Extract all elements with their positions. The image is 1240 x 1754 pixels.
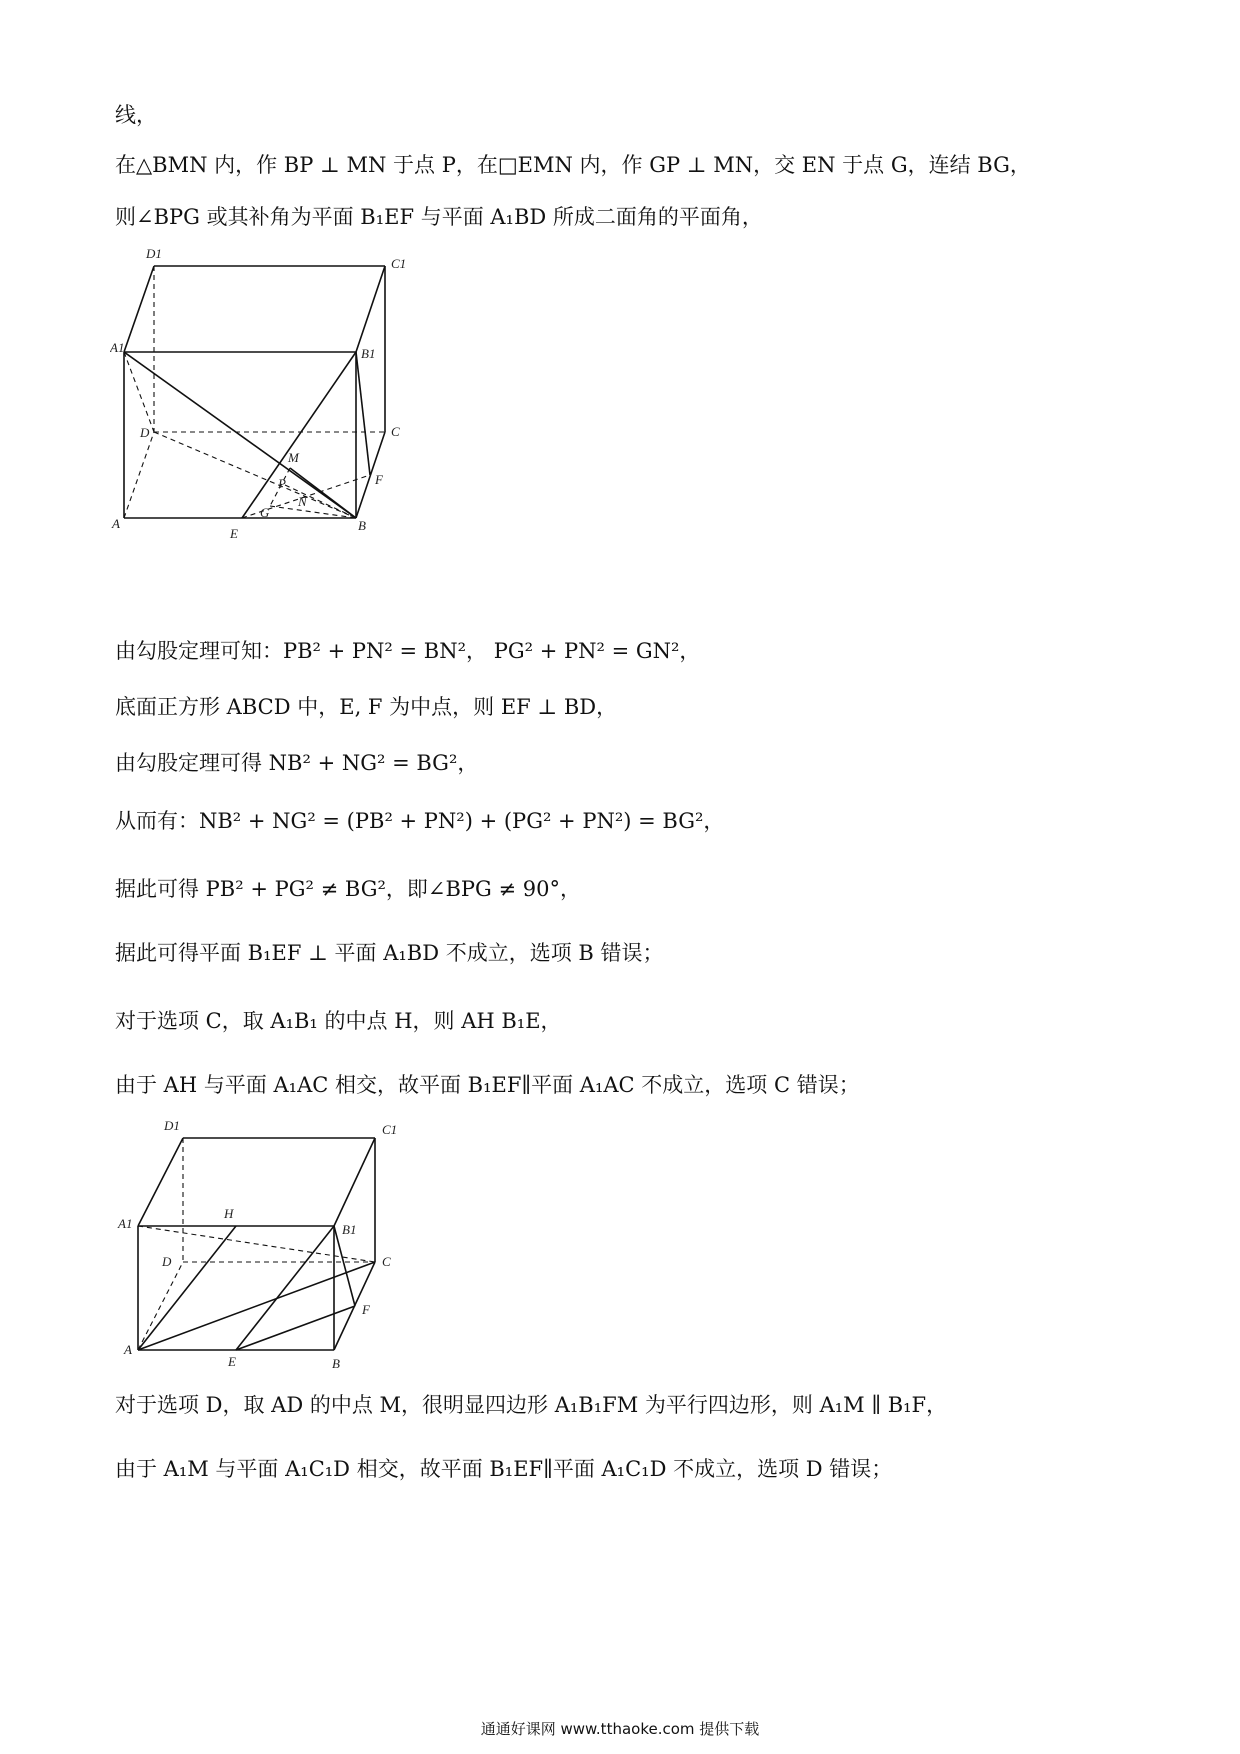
label-C1: C1 xyxy=(382,1122,398,1137)
label-B1: B1 xyxy=(361,346,376,361)
label-D1: D1 xyxy=(146,246,162,261)
label-C: C xyxy=(391,424,400,439)
figure-1-svg xyxy=(110,240,430,540)
text-line-3: 则∠BPG 或其补角为平面 B₁EF 与平面 A₁BD 所成二面角的平面角， xyxy=(115,205,763,229)
label-P: P xyxy=(278,476,286,491)
label-A1: A1 xyxy=(118,1216,133,1231)
text-line-13: 由于 A₁M 与平面 A₁C₁D 相交，故平面 B₁EF∥平面 A₁C₁D 不成立，选项 D 错误； xyxy=(115,1457,893,1481)
label-E: E xyxy=(228,1354,236,1368)
text-line-12: 对于选项 D，取 AD 的中点 M，很明显四边形 A₁B₁FM 为平行四边形，则 A₁M ∥ B₁F， xyxy=(115,1393,948,1417)
label-B: B xyxy=(358,518,366,533)
figure-1-prism xyxy=(110,240,430,540)
label-N: N xyxy=(298,494,307,509)
label-H: H xyxy=(224,1206,234,1221)
label-C: C xyxy=(382,1254,391,1269)
label-G: G xyxy=(260,505,270,520)
text-line-6: 由勾股定理可得 NB² + NG² = BG²， xyxy=(115,751,479,775)
label-A: A xyxy=(112,516,120,531)
label-B1: B1 xyxy=(342,1222,357,1237)
page-footer: 通通好课网 www.tthaoke.com 提供下载 xyxy=(480,1720,760,1738)
text-line-5: 底面正方形 ABCD 中，E, F 为中点，则 EF ⊥ BD， xyxy=(115,695,618,719)
label-C1: C1 xyxy=(391,256,407,271)
label-D: D xyxy=(162,1254,172,1269)
text-line-4: 由勾股定理可知：PB² + PN² = BN²， PG² + PN² = GN²， xyxy=(115,639,701,663)
label-F: F xyxy=(362,1302,370,1317)
text-line-11: 由于 AH 与平面 A₁AC 相交，故平面 B₁EF∥平面 A₁AC 不成立，选项 C 错误； xyxy=(115,1073,860,1097)
text-line-7: 从而有：NB² + NG² = (PB² + PN²) + (PG² + PN²) = BG²， xyxy=(115,809,725,833)
label-B: B xyxy=(332,1356,340,1368)
label-F: F xyxy=(375,472,383,487)
label-E: E xyxy=(230,526,238,540)
text-line-1: 线， xyxy=(115,103,157,127)
text-line-2: 在△BMN 内，作 BP ⊥ MN 于点 P，在□EMN 内，作 GP ⊥ MN，交 EN 于点 G，连结 BG， xyxy=(115,153,1031,177)
text-line-8: 据此可得 PB² + PG² ≠ BG²，即∠BPG ≠ 90°， xyxy=(115,877,581,901)
label-A: A xyxy=(124,1342,132,1357)
label-M: M xyxy=(288,450,299,465)
figure-2-svg xyxy=(110,1118,420,1368)
label-D: D xyxy=(140,425,150,440)
text-line-9: 据此可得平面 B₁EF ⊥ 平面 A₁BD 不成立，选项 B 错误； xyxy=(115,941,664,965)
figure-2-prism xyxy=(110,1118,420,1368)
text-line-10: 对于选项 C，取 A₁B₁ 的中点 H，则 AH B₁E， xyxy=(115,1009,562,1033)
label-D1: D1 xyxy=(164,1118,180,1133)
label-A1: A1 xyxy=(110,340,125,355)
